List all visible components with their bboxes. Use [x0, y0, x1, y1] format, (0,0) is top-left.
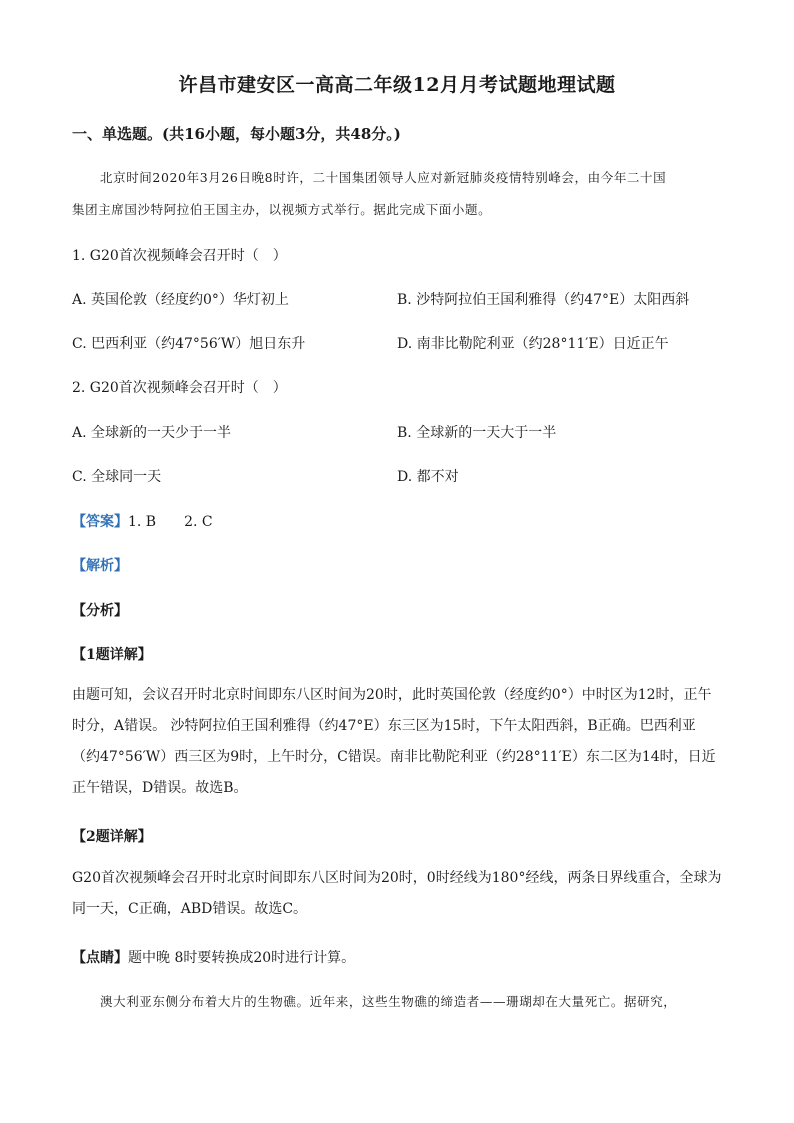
passage-line: 澳大利亚东侧分布着大片的生物礁。近年来，这些生物礁的缔造者——珊瑚却在大量死亡。据研究，	[100, 994, 677, 1009]
answer-text: 1. B 2. C	[128, 514, 213, 530]
option-b: B. 全球新的一天大于一半	[397, 425, 557, 441]
passage-line: 集团主席国沙特阿拉伯王国主办，以视频方式举行。据此完成下面小题。	[72, 202, 492, 217]
detail-line: G20首次视频峰会召开时北京时间即东八区时间为20时，0时经线为180°经线，两条日界线重合，全球为	[72, 870, 722, 886]
option-c: C. 全球同一天	[72, 469, 162, 485]
dianjing-tag: 【点睛】	[72, 950, 128, 966]
fenxi-tag: 【分析】	[72, 603, 128, 619]
detail-line: 由题可知，会议召开时北京时间即东八区时间为20时，此时英国伦敦（经度约0°）中时区为12时，正午	[72, 687, 712, 703]
detail-line: （约47°56′W）西三区为9时，上午时分，C错误。南非比勒陀利亚（约28°11′E）东二区为14时，日近	[72, 749, 716, 765]
analysis-tag: 【解析】	[72, 558, 128, 574]
option-a: A. 全球新的一天少于一半	[72, 425, 232, 441]
answer-tag: 【答案】	[72, 514, 128, 530]
detail2-tag: 【2题详解】	[72, 829, 152, 845]
option-b: B. 沙特阿拉伯王国利雅得（约47°E）太阳西斜	[397, 292, 690, 308]
dianjing-line	[72, 947, 722, 967]
detail-line: 时分，A错误。 沙特阿拉伯王国利雅得（约47°E）东三区为15时，下午太阳西斜，B正确。巴西利亚	[72, 718, 696, 734]
option-d: D. 南非比勒陀利亚（约28°11′E）日近正午	[397, 336, 669, 352]
detail2-paragraph	[72, 863, 722, 925]
detail1-tag: 【1题详解】	[72, 647, 152, 663]
passage-line: 北京时间2020年3月26日晚8时许，二十国集团领导人应对新冠肺炎疫情特别峰会，由今年二十国	[100, 170, 667, 185]
answer-line	[72, 511, 722, 531]
option-d: D. 都不对	[397, 469, 459, 485]
question-stem: 2. G20首次视频峰会召开时（ ）	[72, 380, 287, 396]
option-a: A. 英国伦敦（经度约0°）华灯初上	[72, 292, 289, 308]
detail-line: 同一天，C正确，ABD错误。故选C。	[72, 901, 308, 917]
detail1-paragraph	[72, 680, 722, 804]
page-title: 许昌市建安区一高高二年级12月月考试题地理试题	[178, 74, 616, 96]
detail-line: 正午错误，D错误。故选B。	[72, 780, 248, 796]
section-heading: 一、单选题。(共16小题，每小题3分，共48分。)	[72, 125, 401, 143]
question-stem: 1. G20首次视频峰会召开时（ ）	[72, 248, 287, 264]
dianjing-text: 题中晚 8时要转换成20时进行计算。	[128, 950, 356, 966]
option-c: C. 巴西利亚（约47°56′W）旭日东升	[72, 336, 306, 352]
